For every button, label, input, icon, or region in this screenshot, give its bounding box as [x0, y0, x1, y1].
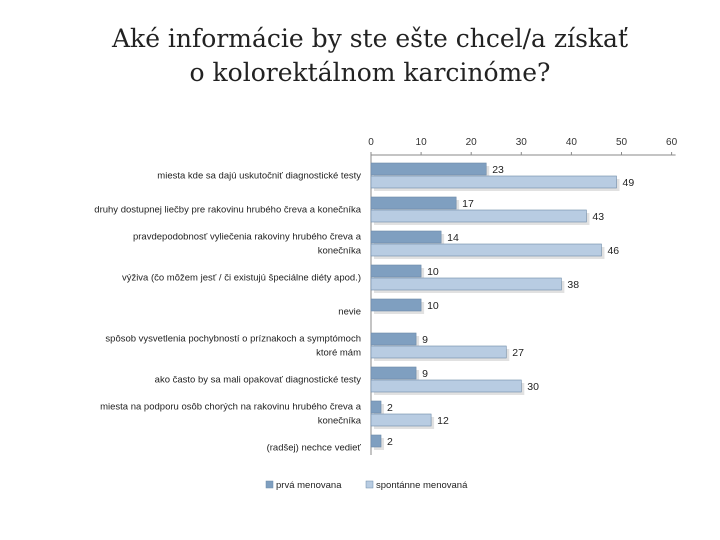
chart-title-line-1: Aké informácie by ste ešte chcel/a získať — [111, 24, 628, 53]
data-label: 23 — [492, 164, 504, 176]
data-label: 10 — [427, 266, 439, 278]
x-tick-label: 0 — [368, 137, 374, 148]
bar-spontanne-menovana — [371, 244, 601, 256]
legend-label-prva: prvá menovana — [276, 480, 342, 491]
data-label: 27 — [512, 347, 524, 359]
data-label: 10 — [427, 300, 439, 312]
bar-spontanne-menovana — [371, 380, 521, 392]
bar-spontanne-menovana — [371, 278, 561, 290]
category-label: miesta na podporu osôb chorých na rakovinu hrubého čreva a — [100, 401, 361, 413]
bar-spontanne-menovana — [371, 210, 586, 222]
category-label: výživa (čo môžem jesť / či existujú špeciálne diéty apod.) — [121, 272, 361, 284]
data-label: 12 — [437, 415, 449, 427]
data-label: 43 — [592, 211, 605, 223]
category-label: pravdepodobnosť vyliečenia rakoviny hrubého čreva a — [132, 231, 361, 243]
data-label: 14 — [447, 232, 459, 244]
category-label: nevie — [338, 306, 361, 318]
legend-label-spontanne: spontánne menovaná — [376, 480, 468, 491]
legend-swatch-spontanne — [366, 481, 373, 488]
x-tick-label: 60 — [666, 137, 678, 148]
x-tick-label: 30 — [515, 137, 527, 148]
legend-swatch-prva — [266, 481, 273, 488]
category-label: (radšej) nechce vedieť — [266, 442, 361, 454]
bar-prva-menovana — [371, 231, 441, 243]
x-tick-label: 40 — [565, 137, 577, 148]
data-label: 49 — [622, 177, 635, 189]
data-label: 46 — [607, 245, 620, 257]
x-tick-label: 10 — [415, 137, 427, 148]
bar-spontanne-menovana — [371, 414, 431, 426]
category-label: miesta kde sa dajú uskutočniť diagnostické testy — [157, 170, 361, 182]
bar-prva-menovana — [371, 197, 456, 209]
data-label: 2 — [387, 436, 393, 448]
bar-spontanne-menovana — [371, 176, 616, 188]
category-label: druhy dostupnej liečby pre rakovinu hrubého čreva a konečníka — [94, 204, 361, 216]
x-tick-label: 20 — [465, 137, 477, 148]
data-label: 9 — [422, 334, 428, 346]
data-label: 9 — [422, 368, 428, 380]
data-label: 17 — [462, 198, 474, 210]
bar-prva-menovana — [371, 299, 421, 311]
x-tick-label: 50 — [615, 137, 628, 148]
data-label: 30 — [527, 381, 539, 393]
category-label: konečníka — [317, 245, 361, 257]
bar-prva-menovana — [371, 163, 486, 175]
data-label: 2 — [387, 402, 393, 414]
data-label: 38 — [567, 279, 580, 291]
bar-prva-menovana — [371, 265, 421, 277]
bar-prva-menovana — [371, 333, 416, 345]
category-label: konečníka — [317, 415, 361, 427]
bar-prva-menovana — [371, 367, 416, 379]
bar-prva-menovana — [371, 435, 381, 447]
bar-prva-menovana — [371, 401, 381, 413]
category-label: ktoré mám — [316, 347, 361, 359]
chart-title-line-2: o kolorektálnom karcinóme? — [189, 58, 551, 87]
category-label: spôsob vysvetlenia pochybností o príznakoch a symptómoch — [105, 333, 361, 345]
category-label: ako často by sa mali opakovať diagnostické testy — [154, 374, 361, 386]
bar-spontanne-menovana — [371, 346, 506, 358]
